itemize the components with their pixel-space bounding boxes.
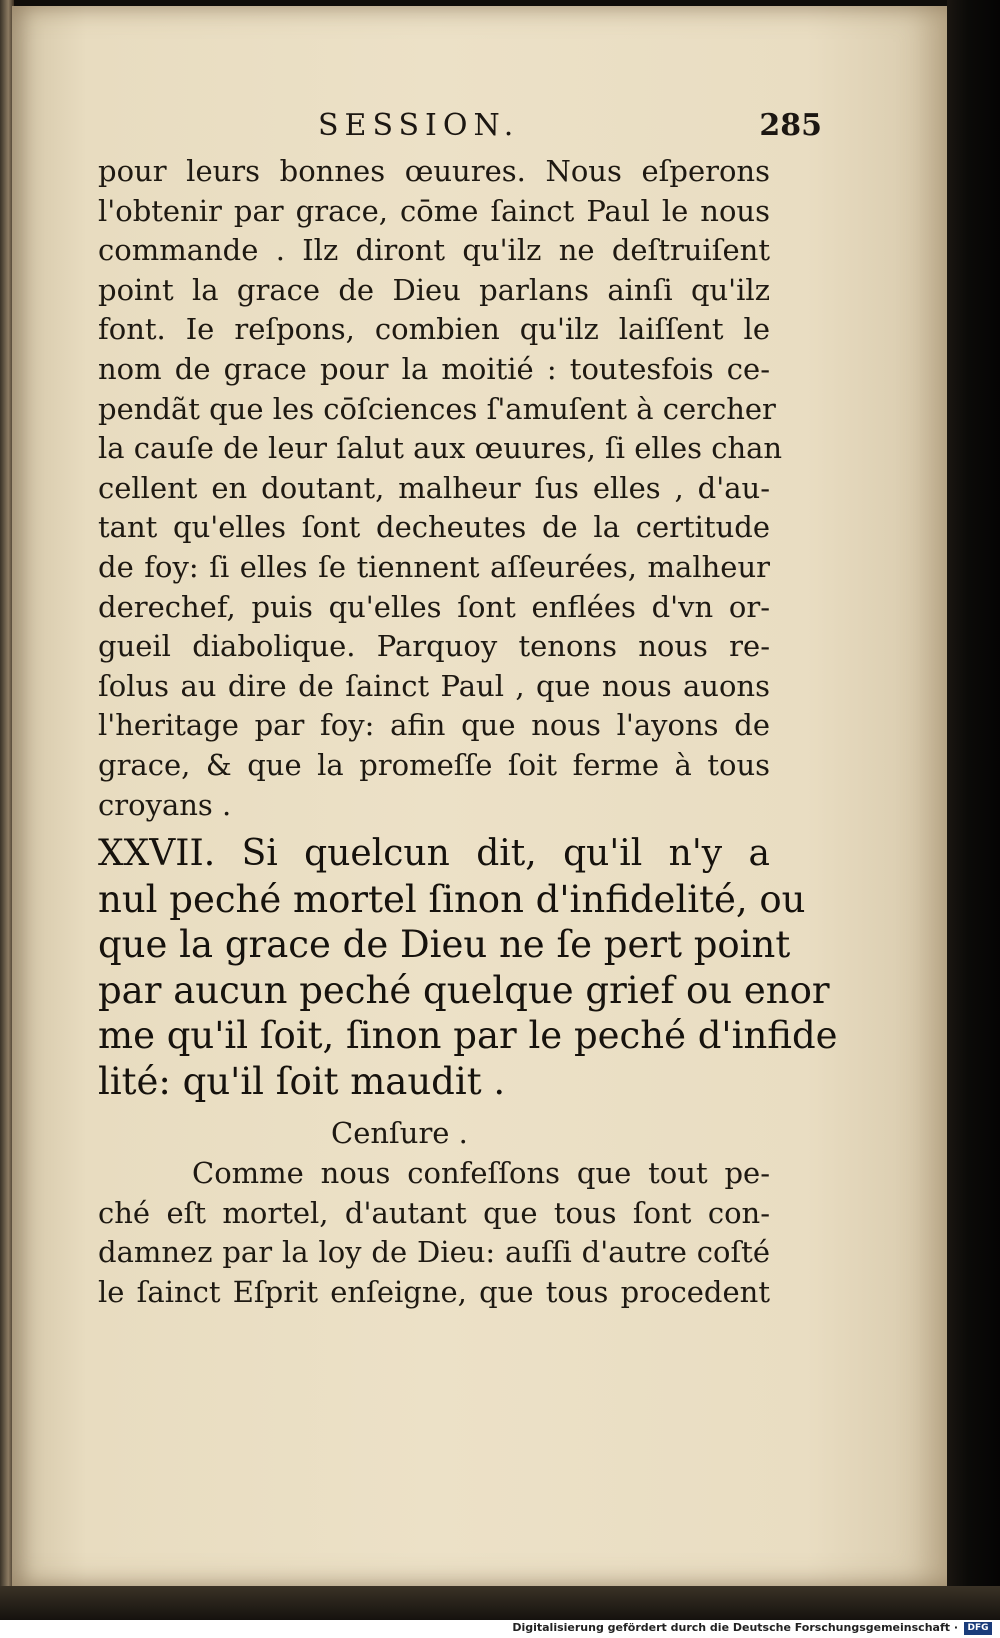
text-line: croyans . [98,787,232,822]
page-number: 285 [759,108,822,143]
text-line: tant qu'elles ſont decheutes de la certitude [98,510,770,545]
censure-section [98,1112,770,1312]
text-line: point la grace de Dieu parlans ainſi qu'ilz [98,272,770,307]
article-line: lité: qu'il ſoit maudit . [98,1059,506,1103]
text-line: font. Ie reſpons, combien qu'ilz laiſſent le [98,312,770,347]
text-line: gueil diabolique. Parquoy tenons nous re- [98,629,770,664]
article-line: que la grace de Dieu ne ſe pert point [98,923,791,967]
text-line: l'heritage par foy: afin que nous l'ayons de [98,708,770,743]
article-line: me qu'il ſoit, ſinon par le peché d'infide [98,1014,838,1058]
text-line: pendãt que les cōſciences ſ'amuſent à cercher [98,391,776,426]
page-header [100,108,822,148]
text-line: grace, & que la promeſſe ſoit ferme à tous [98,747,770,782]
text-line: pour leurs bonnes œuures. Nous eſperons [98,154,770,188]
text-line: damnez par la loy de Dieu: auſſi d'autre coſté [98,1235,770,1270]
article-line: XXVII. Si quelcun dit, qu'il n'y a [98,833,770,875]
footer-credit: Digitalisierung gefördert durch die Deutsche Forschungsgemeinschaft · [512,1621,958,1634]
text-line: ché eſt mortel, d'autant que tous ſont con- [98,1195,770,1230]
text-line: ſolus au dire de ſainct Paul , que nous auons [98,668,770,703]
article-line: par aucun peché quelque grief ou enor [98,968,830,1012]
dfg-logo-icon: DFG [964,1622,992,1635]
text-line: de foy: ſi elles ſe tiennent aſſeurées, malheur [98,549,770,584]
running-head: SESSION. [318,108,520,143]
text-line: Comme nous confeſſons que tout pe- [192,1156,770,1191]
text-line: l'obtenir par grace, cōme ſainct Paul le nous [98,193,770,228]
article-line: nul peché mortel ſinon d'infidelité, ou [98,877,806,921]
text-line: la cauſe de leur ſalut aux œuures, ſi elles chan [98,431,783,466]
text-line: nom de grace pour la moitié : toutesfois ce- [98,351,770,386]
article-27 [98,831,838,1104]
text-line: commande . Ilz diront qu'ilz ne deſtruiſent [98,233,770,268]
page-edge-shadow [947,0,1000,1600]
page-body [98,152,838,1312]
text-line: le ſainct Eſprit enſeigne, que tous procedent [98,1274,770,1309]
bottom-binding-strip [0,1586,1000,1620]
censure-heading: Cenſure . [331,1116,468,1151]
digitization-footer [0,1620,1000,1638]
paragraph-1 [98,152,783,825]
text-line: cellent en doutant, malheur ſus elles , d'au- [98,470,770,505]
text-line: derechef, puis qu'elles ſont enflées d'vn or- [98,589,770,624]
